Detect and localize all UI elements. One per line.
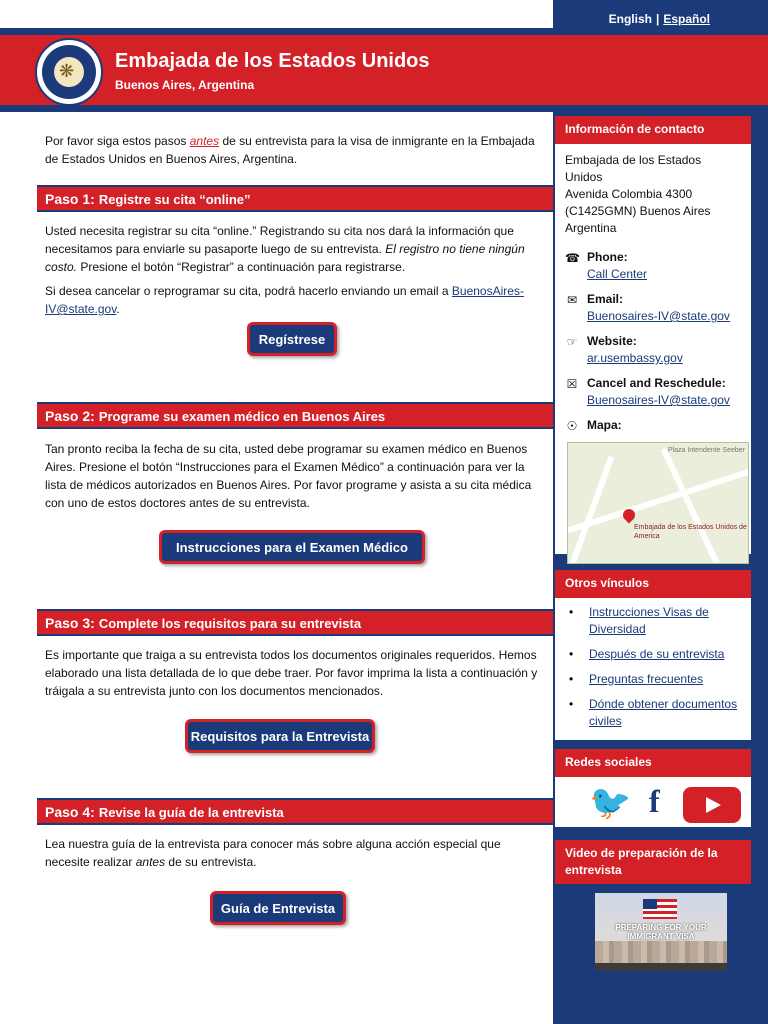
diversity-visa-link[interactable]: Instrucciones Visas de Diversidad xyxy=(589,605,709,636)
site-title: Embajada de los Estados Unidos xyxy=(115,50,430,72)
interview-requirements-button[interactable]: Requisitos para la Entrevista xyxy=(185,719,375,753)
list-item xyxy=(565,646,741,663)
email-icon: ✉ xyxy=(566,293,578,307)
map-road xyxy=(661,448,721,564)
pointer-icon: ☞ xyxy=(566,335,578,349)
main-content xyxy=(0,112,553,1024)
step-3-paragraph: Es importante que traiga a su entrevista todos los documentos originales requeridos. Hemos elaborado una lista detallada de lo que debe traer. Por favor imprima la lista a continuación y tráigala a su entrevista junto con los documentos mencionados. xyxy=(45,648,538,698)
step-1-cancel-end: . xyxy=(116,302,120,316)
us-flag-icon xyxy=(643,899,677,919)
list-item xyxy=(565,604,741,638)
cancel-email-link[interactable]: Buenosaires-IV@state.gov xyxy=(587,393,730,407)
step-2-paragraph: Tan pronto reciba la fecha de su cita, usted debe programar su examen médico en Buenos Aires. Presione el botón “Instrucciones para el Examen Médico” a continuación para ver la lista de médicos autorizados en Buenos Aires. Por favor programe y asista a su cita médica con uno de estos doctores antes de su entrevista. xyxy=(45,442,532,510)
contact-map xyxy=(555,417,751,434)
map-plaza-label: Plaza Intendente Seeber xyxy=(667,447,745,454)
city-skyline xyxy=(595,941,727,963)
address-line: Argentina xyxy=(565,221,617,235)
step-1-paragraph-2 xyxy=(45,282,545,318)
step-1-label xyxy=(45,191,251,207)
step-4-text-a: Lea nuestra guía de la entrevista para conocer más sobre alguna acción especial que necesite realizar xyxy=(45,837,501,869)
step-3-number: Paso 3: xyxy=(45,615,95,631)
interview-guide-button[interactable]: Guía de Entrevista xyxy=(210,891,346,925)
address-line: Embajada de los Estados Unidos xyxy=(565,153,702,184)
step-2-title: Programe su examen médico en Buenos Aires xyxy=(98,409,386,424)
step-2-number: Paso 2: xyxy=(45,408,95,424)
other-links-list xyxy=(555,598,751,746)
email-label: Email: xyxy=(587,292,624,306)
video-controls-bar[interactable] xyxy=(595,963,727,971)
step-3-title: Complete los requisitos para su entrevista xyxy=(98,616,362,631)
intro-before: Por favor siga estos pasos xyxy=(45,134,190,148)
list-item xyxy=(565,671,741,688)
seal-center xyxy=(54,57,84,87)
step-2-label xyxy=(45,408,385,424)
faq-link[interactable]: Preguntas frecuentes xyxy=(589,672,704,686)
cancel-label: Cancel and Reschedule: xyxy=(587,376,726,390)
step-3-label xyxy=(45,615,361,631)
contact-box xyxy=(555,144,751,554)
youtube-icon[interactable] xyxy=(683,787,741,823)
other-links-title: Otros vínculos xyxy=(555,570,751,598)
step-1-title: Registre su cita “online” xyxy=(98,192,251,207)
video-caption: PREPARING FOR YOUR IMMIGRANT VISA xyxy=(615,923,707,941)
cancel-icon: ☒ xyxy=(566,377,578,391)
step-4-number: Paso 4: xyxy=(45,804,95,820)
contact-email xyxy=(555,291,751,325)
step-4-header xyxy=(37,798,553,825)
step-1-header xyxy=(37,185,553,212)
step-2-header xyxy=(37,402,553,429)
facebook-icon[interactable]: f xyxy=(649,783,660,819)
step-1-cancel-text: Si desea cancelar o reprogramar su cita, podrá hacerlo enviando un email a xyxy=(45,284,452,298)
video-section-title: Video de preparación de la entrevista xyxy=(555,840,751,884)
lang-separator: | xyxy=(655,12,660,26)
language-links xyxy=(609,12,710,26)
social-title: Redes sociales xyxy=(555,749,751,777)
address-line: Avenida Colombia 4300 xyxy=(565,187,693,201)
eagle-icon: ❋ xyxy=(59,61,75,81)
step-4-label xyxy=(45,804,284,820)
website-label: Website: xyxy=(587,334,637,348)
globe-icon: ☉ xyxy=(566,419,578,433)
website-link[interactable]: ar.usembassy.gov xyxy=(587,351,683,365)
contact-address xyxy=(555,144,751,241)
social-box xyxy=(555,777,751,827)
map-road xyxy=(568,456,615,564)
register-button[interactable]: Regístrese xyxy=(247,322,337,356)
twitter-icon[interactable]: 🐦 xyxy=(589,784,632,822)
phone-icon: ☎ xyxy=(565,251,580,265)
contact-phone xyxy=(555,249,751,283)
step-4-text-em: antes xyxy=(135,855,166,869)
list-item xyxy=(565,696,741,730)
lang-spanish-link[interactable]: Español xyxy=(663,12,710,26)
intro-after: de su entrevista para la visa de inmigrante en la Embajada de Estados Unidos en Buenos Aires, Argentina. xyxy=(45,134,535,166)
after-interview-link[interactable]: Después de su entrevista xyxy=(589,647,725,661)
call-center-link[interactable]: Call Center xyxy=(587,267,648,281)
email-link[interactable]: Buenosaires-IV@state.gov xyxy=(587,309,730,323)
site-subtitle: Buenos Aires, Argentina xyxy=(115,78,255,92)
embassy-seal-logo xyxy=(35,38,103,106)
step-1-text-em: El registro no tiene ningún costo. xyxy=(45,242,525,274)
contact-cancel xyxy=(555,375,751,409)
step-1-text-a: Usted necesita registrar su cita “online.” Registrando su cita nos dará la información que necesitamos para enviarle su pasaporte luego de su entrevista. xyxy=(45,224,514,256)
step-1-email-link[interactable]: BuenosAires-IV@state.gov xyxy=(45,284,524,316)
map-pin-label: Embajada de los Estados Unidos de America xyxy=(634,524,747,540)
lang-english-link[interactable]: English xyxy=(608,12,652,26)
language-switcher xyxy=(553,0,768,35)
intro-emphasis: antes xyxy=(189,134,220,148)
step-3-header xyxy=(37,609,553,636)
step-4-paragraph xyxy=(45,835,545,871)
step-1-text-b: Presione el botón “Registrar” a continuación para registrarse. xyxy=(77,260,406,274)
medical-exam-button[interactable]: Instrucciones para el Examen Médico xyxy=(159,530,425,564)
step-4-text-b: de su entrevista. xyxy=(165,855,257,869)
phone-label: Phone: xyxy=(587,250,628,264)
intro-text xyxy=(45,132,535,168)
contact-website xyxy=(555,333,751,367)
map-label: Mapa: xyxy=(587,418,622,432)
contact-section-title: Información de contacto xyxy=(555,116,751,144)
other-links-box xyxy=(555,598,751,740)
civil-documents-link[interactable]: Dónde obtener documentos civiles xyxy=(589,697,738,728)
step-4-title: Revise la guía de la entrevista xyxy=(98,805,284,820)
address-line: (C1425GMN) Buenos Aires xyxy=(565,204,711,218)
step-1-paragraph-1 xyxy=(45,222,545,276)
step-1-number: Paso 1: xyxy=(45,191,95,207)
embassy-map[interactable] xyxy=(567,442,749,564)
video-thumbnail[interactable] xyxy=(595,893,727,971)
seal-ring xyxy=(42,45,96,99)
